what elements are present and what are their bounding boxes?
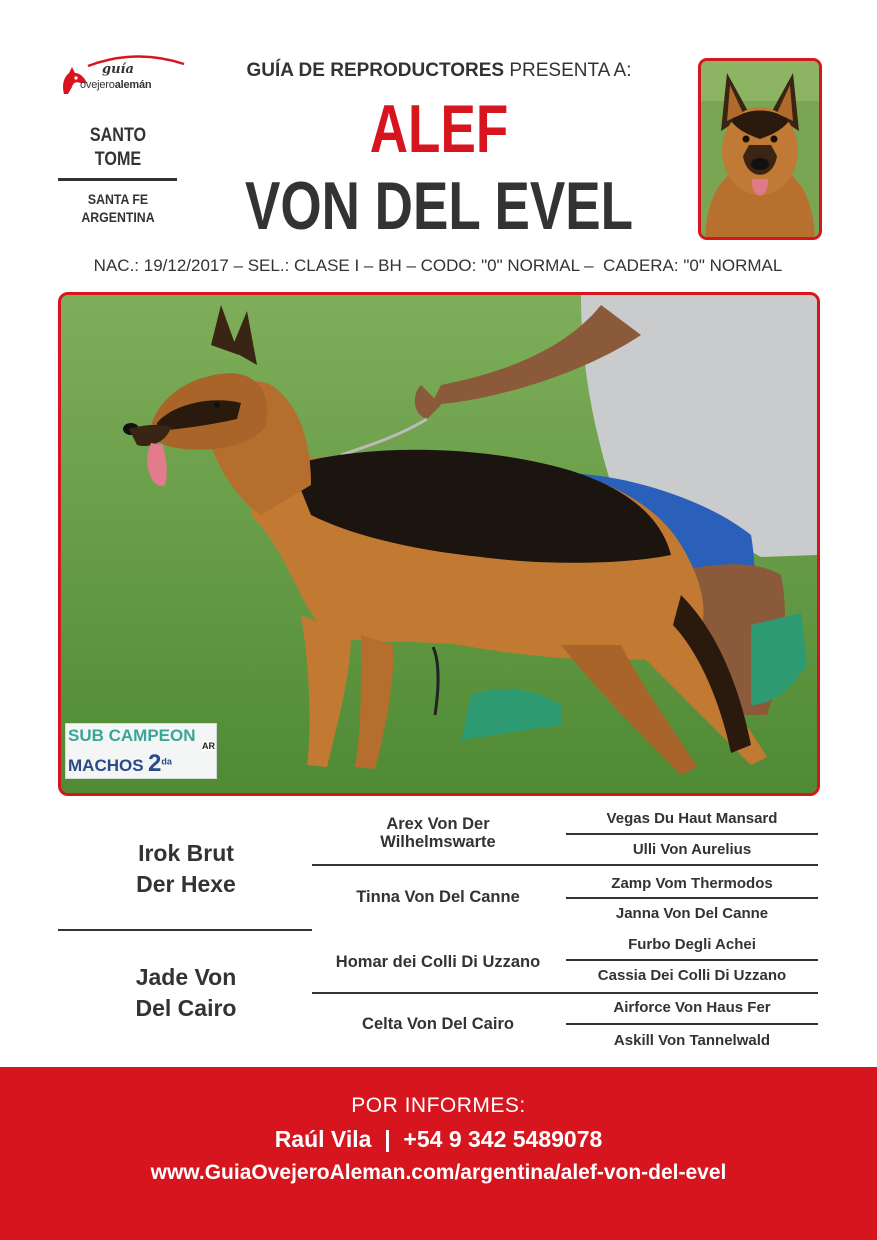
dog-info-line: NAC.: 19/12/2017 – SEL.: CLASE I – BH – CODO: "0" NORMAL – CADERA: "0" NORMAL <box>93 256 783 275</box>
location-city: SANTO TOME <box>89 125 147 170</box>
pedigree-grandsire-paternal: Arex Von Der Wilhelmswarte <box>380 815 496 851</box>
pedigree-great-grandparent: Vegas Du Haut Mansard <box>606 810 778 827</box>
pedigree-great-grandparent: Furbo Degli Achei <box>628 936 756 953</box>
dog-main-photo <box>58 292 820 796</box>
pedigree-granddam-maternal: Celta Von Del Cairo <box>362 1015 514 1033</box>
award-sign-class: MACHOS $2^{da}$ <box>68 750 172 777</box>
award-sign <box>65 723 217 779</box>
presenta-header: GUÍA DE REPRODUCTORES PRESENTA A: <box>246 60 632 81</box>
logo-swoosh-icon <box>86 54 186 68</box>
dog-head-photo <box>698 58 822 240</box>
award-sign-corner: AR <box>202 741 215 751</box>
pedigree-granddam-paternal: Tinna Von Del Canne <box>356 888 520 906</box>
logo-top-text: guía <box>102 62 134 77</box>
pedigree-divider <box>312 864 818 866</box>
pedigree-grandsire-maternal: Homar dei Colli Di Uzzano <box>335 953 541 971</box>
brand-logo <box>58 58 188 102</box>
pedigree-divider <box>566 833 818 835</box>
pedigree-divider <box>566 1023 818 1025</box>
location-region: SANTA FE ARGENTINA <box>81 191 155 225</box>
pedigree-great-grandparent: Ulli Von Aurelius <box>632 841 752 858</box>
pedigree-sire: Irok Brut Der Hexe <box>136 840 236 897</box>
award-sign-title: SUB CAMPEON <box>68 726 196 745</box>
footer-bar <box>0 1067 877 1240</box>
pedigree-dam: Jade Von Del Cairo <box>135 964 237 1021</box>
pedigree-great-grandparent: Airforce Von Haus Fer <box>613 999 771 1016</box>
pedigree-great-grandparent: Cassia Dei Colli Di Uzzano <box>597 967 787 984</box>
footer-url-link[interactable]: www.GuiaOvejeroAleman.com/argentina/alef-von-del-evel <box>150 1161 727 1184</box>
dog-kennel-title: VON DEL EVEL <box>244 168 634 244</box>
pedigree-divider <box>58 929 312 931</box>
footer-contact: Raúl Vila | +54 9 342 5489078 <box>274 1126 603 1152</box>
logo-bottom-text: ovejeroalemán <box>80 79 152 91</box>
pedigree-great-grandparent: Askill Von Tannelwald <box>613 1032 771 1049</box>
dog-name-title: ALEF <box>369 91 509 167</box>
pedigree-great-grandparent: Zamp Vom Thermodos <box>611 875 773 892</box>
footer-label: POR INFORMES: <box>351 1094 526 1117</box>
pedigree-divider <box>566 897 818 899</box>
location-divider <box>58 178 177 181</box>
pedigree-divider <box>312 992 818 994</box>
pedigree-great-grandparent: Janna Von Del Canne <box>615 905 769 922</box>
pedigree-divider <box>566 959 818 961</box>
